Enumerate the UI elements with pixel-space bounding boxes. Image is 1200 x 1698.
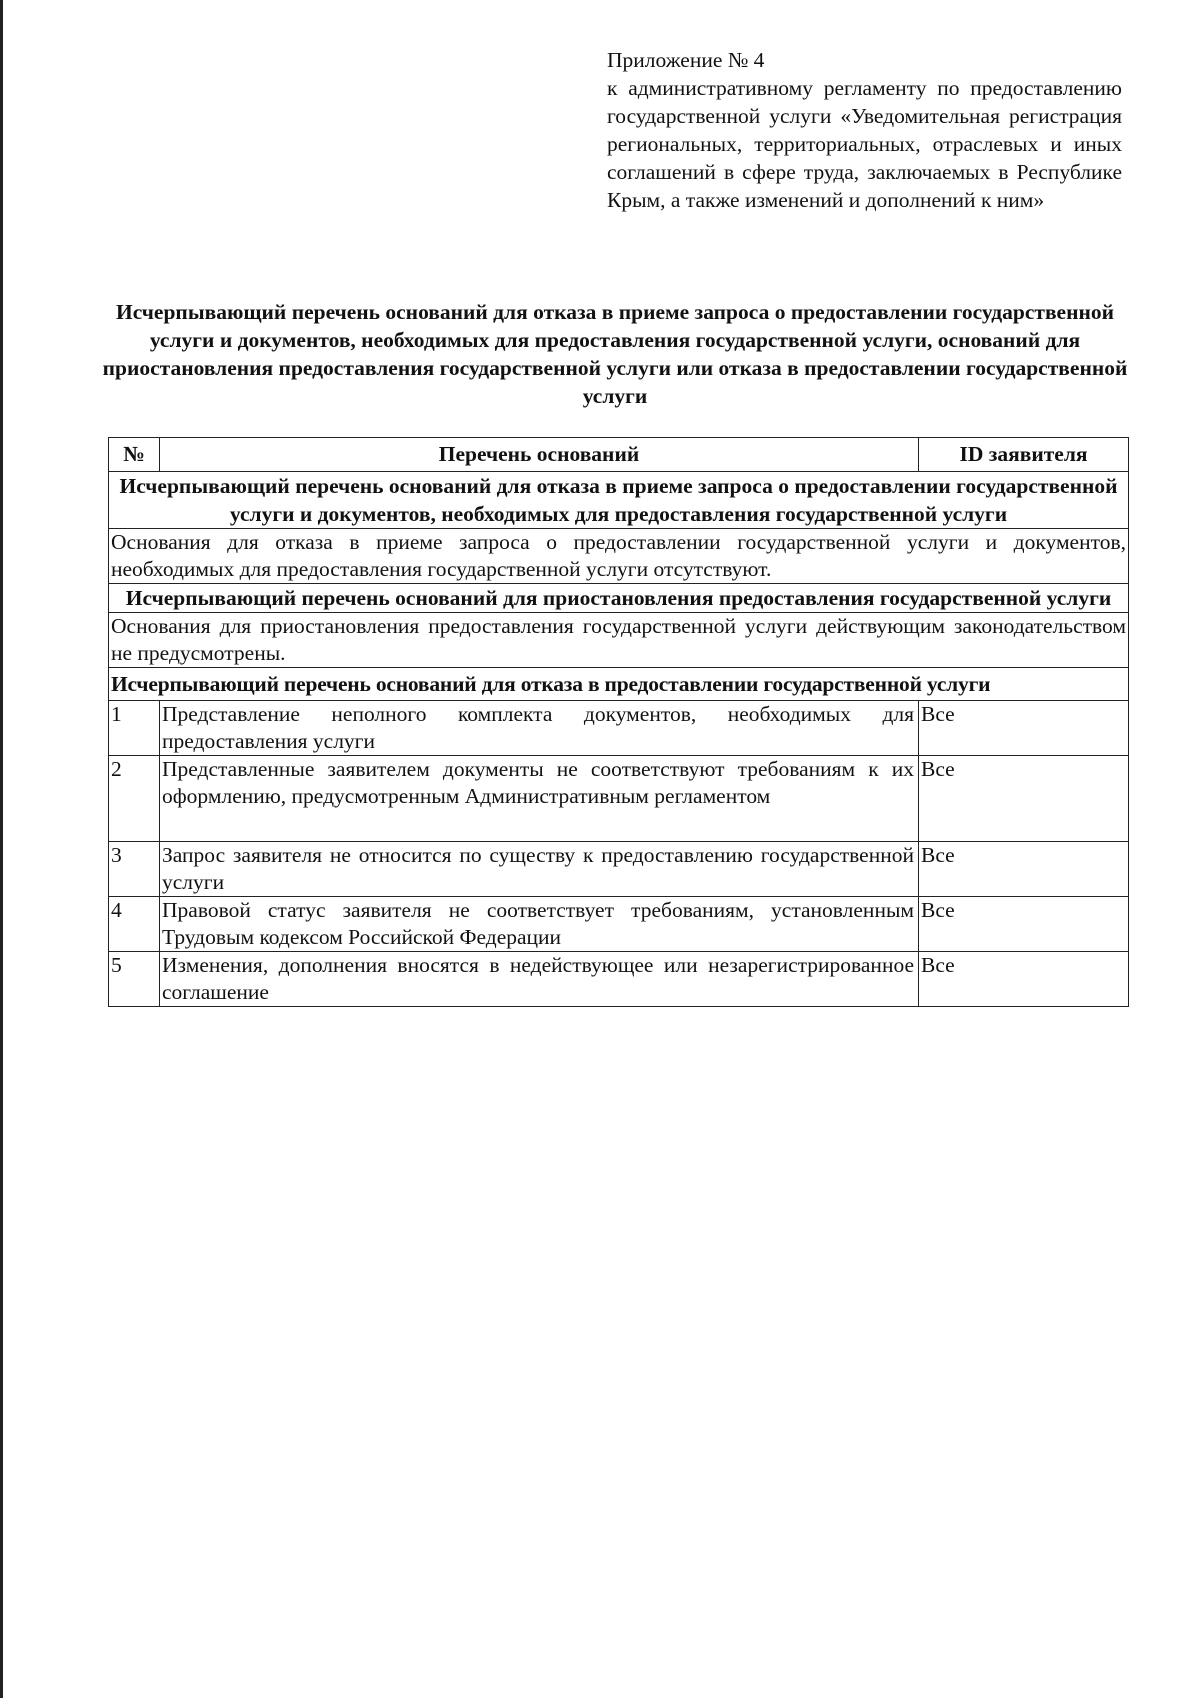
row-num: 1 bbox=[109, 701, 160, 756]
appendix-header bbox=[607, 46, 1122, 214]
section-note-row bbox=[109, 613, 1129, 668]
row-ground: Запрос заявителя не относится по существу к предоставлению государственной услуги bbox=[160, 842, 919, 897]
section2-heading: Исчерпывающий перечень оснований для приостановления предоставления государственной услуги bbox=[109, 584, 1129, 613]
row-applicant: Все bbox=[919, 842, 1129, 897]
row-num: 2 bbox=[109, 756, 160, 842]
header-grounds: Перечень оснований bbox=[160, 438, 919, 472]
appendix-reference: к административному регламенту по предоставлению государственной услуги «Уведомительная регистрация региональных, территориальных, отраслевых и иных соглашений в сфере труда, заключаемых в Республике Крым, а также изменений и дополнений к ним» bbox=[607, 76, 1122, 212]
section3-heading: Исчерпывающий перечень оснований для отказа в предоставлении государственной услуги bbox=[109, 668, 1129, 701]
table-row bbox=[109, 897, 1129, 952]
row-num: 5 bbox=[109, 952, 160, 1007]
row-ground: Правовой статус заявителя не соответствует требованиям, установленным Трудовым кодексом Российской Федерации bbox=[160, 897, 919, 952]
table-header-row bbox=[109, 438, 1129, 472]
row-ground: Представленные заявителем документы не соответствуют требованиям к их оформлению, предусмотренным Административным регламентом bbox=[160, 756, 919, 842]
section1-note: Основания для отказа в приеме запроса о предоставлении государственной услуги и документов, необходимых для предоставления государственной услуги отсутствуют. bbox=[109, 529, 1129, 584]
page-scan-edge bbox=[0, 0, 3, 1698]
row-applicant: Все bbox=[919, 701, 1129, 756]
grounds-table bbox=[108, 437, 1129, 1007]
section-note-row bbox=[109, 529, 1129, 584]
row-ground: Изменения, дополнения вносятся в недействующее или незарегистрированное соглашение bbox=[160, 952, 919, 1007]
row-applicant: Все bbox=[919, 756, 1129, 842]
section-heading-row bbox=[109, 472, 1129, 529]
table-row bbox=[109, 952, 1129, 1007]
section-heading-row bbox=[109, 668, 1129, 701]
table-row bbox=[109, 756, 1129, 842]
row-num: 3 bbox=[109, 842, 160, 897]
row-applicant: Все bbox=[919, 897, 1129, 952]
section1-heading: Исчерпывающий перечень оснований для отказа в приеме запроса о предоставлении государственной услуги и документов, необходимых для предоставления государственной услуги bbox=[109, 472, 1129, 529]
section2-note: Основания для приостановления предоставления государственной услуги действующим законодательством не предусмотрены. bbox=[109, 613, 1129, 668]
table-row bbox=[109, 842, 1129, 897]
document-title: Исчерпывающий перечень оснований для отказа в приеме запроса о предоставлении государственной услуги и документов, необходимых для предоставления государственной услуги, оснований для приостановления предоставления государственной услуги или отказа в предоставлении государственной услуги bbox=[102, 300, 1128, 408]
row-applicant: Все bbox=[919, 952, 1129, 1007]
section-heading-row bbox=[109, 584, 1129, 613]
header-num: № bbox=[109, 438, 160, 472]
appendix-number: Приложение № 4 bbox=[607, 48, 765, 72]
row-ground: Представление неполного комплекта документов, необходимых для предоставления услуги bbox=[160, 701, 919, 756]
table-row bbox=[109, 701, 1129, 756]
header-applicant-id: ID заявителя bbox=[919, 438, 1129, 472]
row-num: 4 bbox=[109, 897, 160, 952]
